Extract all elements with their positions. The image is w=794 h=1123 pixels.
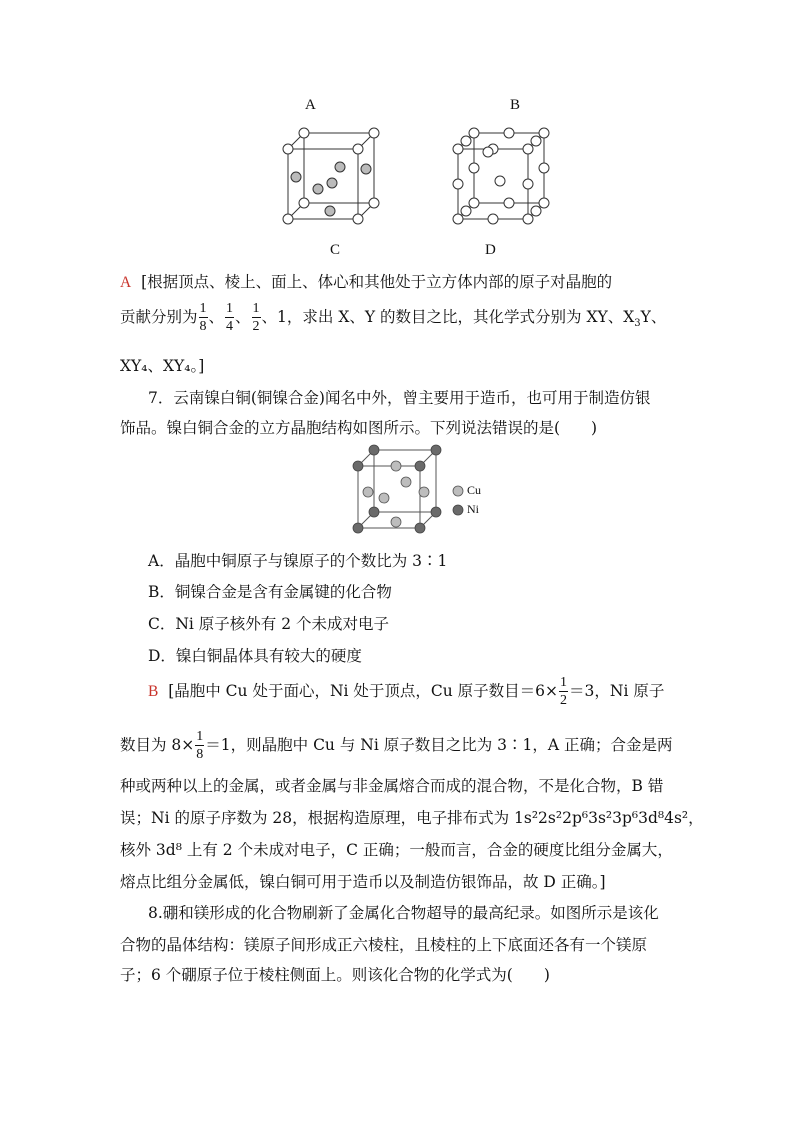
fraction: $\frac{1}{8}$: [199, 301, 207, 334]
answer7-line4: 误；Ni 的原子序数为 28，根据构造原理，电子排布式为 1s²2s²2p⁶3s²3p⁶3d⁸4s²，: [120, 809, 704, 827]
answer6-line2: 贡献分别为 $\frac{1}{8}$ 、 $\frac{1}{4}$ 、 $\frac{1}{2}$ 、1，求出 X、Y 的数目之比，其化学式分别为 XY、$X_3Y$、: [120, 301, 667, 334]
answer7-letter: B: [148, 683, 159, 700]
q7-option-a[interactable]: A．晶胞中铜原子与镍原子的个数比为 3∶1: [148, 552, 448, 570]
q7-option-c[interactable]: C．Ni 原子核外有 2 个未成对电子: [148, 615, 390, 633]
answer7-line3: 种或两种以上的金属，或者金属与非金属熔合而成的混合物，不是化合物，B 错: [120, 777, 664, 795]
figure-label-d: D: [485, 242, 496, 258]
crystal-cell-figure-c: [280, 125, 390, 230]
fraction: $\frac{1}{4}$: [226, 301, 234, 334]
q8-stem-line3: 子；6 个硼原子位于棱柱侧面上。则该化合物的化学式为( ): [120, 966, 550, 984]
q7-stem-line2: 饰品。镍白铜合金的立方晶胞结构如图所示。下列说法错误的是( ): [120, 419, 598, 437]
cu-ni-cell-figure: [350, 442, 445, 537]
q7-option-d[interactable]: D．镍白铜晶体具有较大的硬度: [148, 647, 362, 665]
q7-option-b[interactable]: B．铜镍合金是含有金属键的化合物: [148, 583, 392, 601]
q7-stem-line1: 7．云南镍白铜(铜镍合金)闻名中外，曾主要用于造币，也可用于制造仿银: [148, 389, 651, 407]
answer7-line1: B [晶胞中 Cu 处于面心，Ni 处于顶点，Cu 原子数目＝6× $\frac{1}{2}$ ＝3，Ni 原子: [148, 675, 665, 708]
ni-legend-icon: [452, 504, 464, 516]
fraction: $\frac{1}{2}$: [252, 301, 260, 334]
answer7-line5: 核外 3d⁸ 上有 2 个未成对电子，C 正确；一般而言，合金的硬度比组分金属大，: [120, 841, 673, 859]
fraction: $\frac{1}{8}$: [196, 729, 204, 762]
answer6-line1: A [根据顶点、棱上、面上、体心和其他处于立方体内部的原子对晶胞的: [120, 273, 613, 291]
answer7-line2: 数目为 8× $\frac{1}{8}$ ＝1，则晶胞中 Cu 与 Ni 原子数目之比为 3∶1，A 正确；合金是两: [120, 729, 673, 762]
cu-legend-icon: [452, 485, 464, 497]
crystal-cell-figure-d: [450, 125, 560, 230]
figure-label-c: C: [330, 242, 341, 258]
figure-label-b: B: [510, 97, 521, 113]
answer7-line6: 熔点比组分金属低，镍白铜可用于造币以及制造仿银饰品，故 D 正确。]: [120, 873, 606, 891]
q8-stem-line2: 合物的晶体结构：镁原子间形成正六棱柱，且棱柱的上下底面还各有一个镁原: [120, 936, 648, 954]
cu-legend-label: Cu: [467, 483, 482, 497]
ni-legend-label: Ni: [467, 502, 479, 516]
q8-stem-line1: 8.硼和镁形成的化合物刷新了金属化合物超导的最高纪录。如图所示是该化: [148, 904, 659, 922]
answer6-line3: XY₄、XY₄。]: [120, 357, 205, 375]
figure-label-a: A: [305, 97, 316, 113]
answer6-letter: A: [120, 274, 132, 291]
fraction: $\frac{1}{2}$: [560, 675, 568, 708]
